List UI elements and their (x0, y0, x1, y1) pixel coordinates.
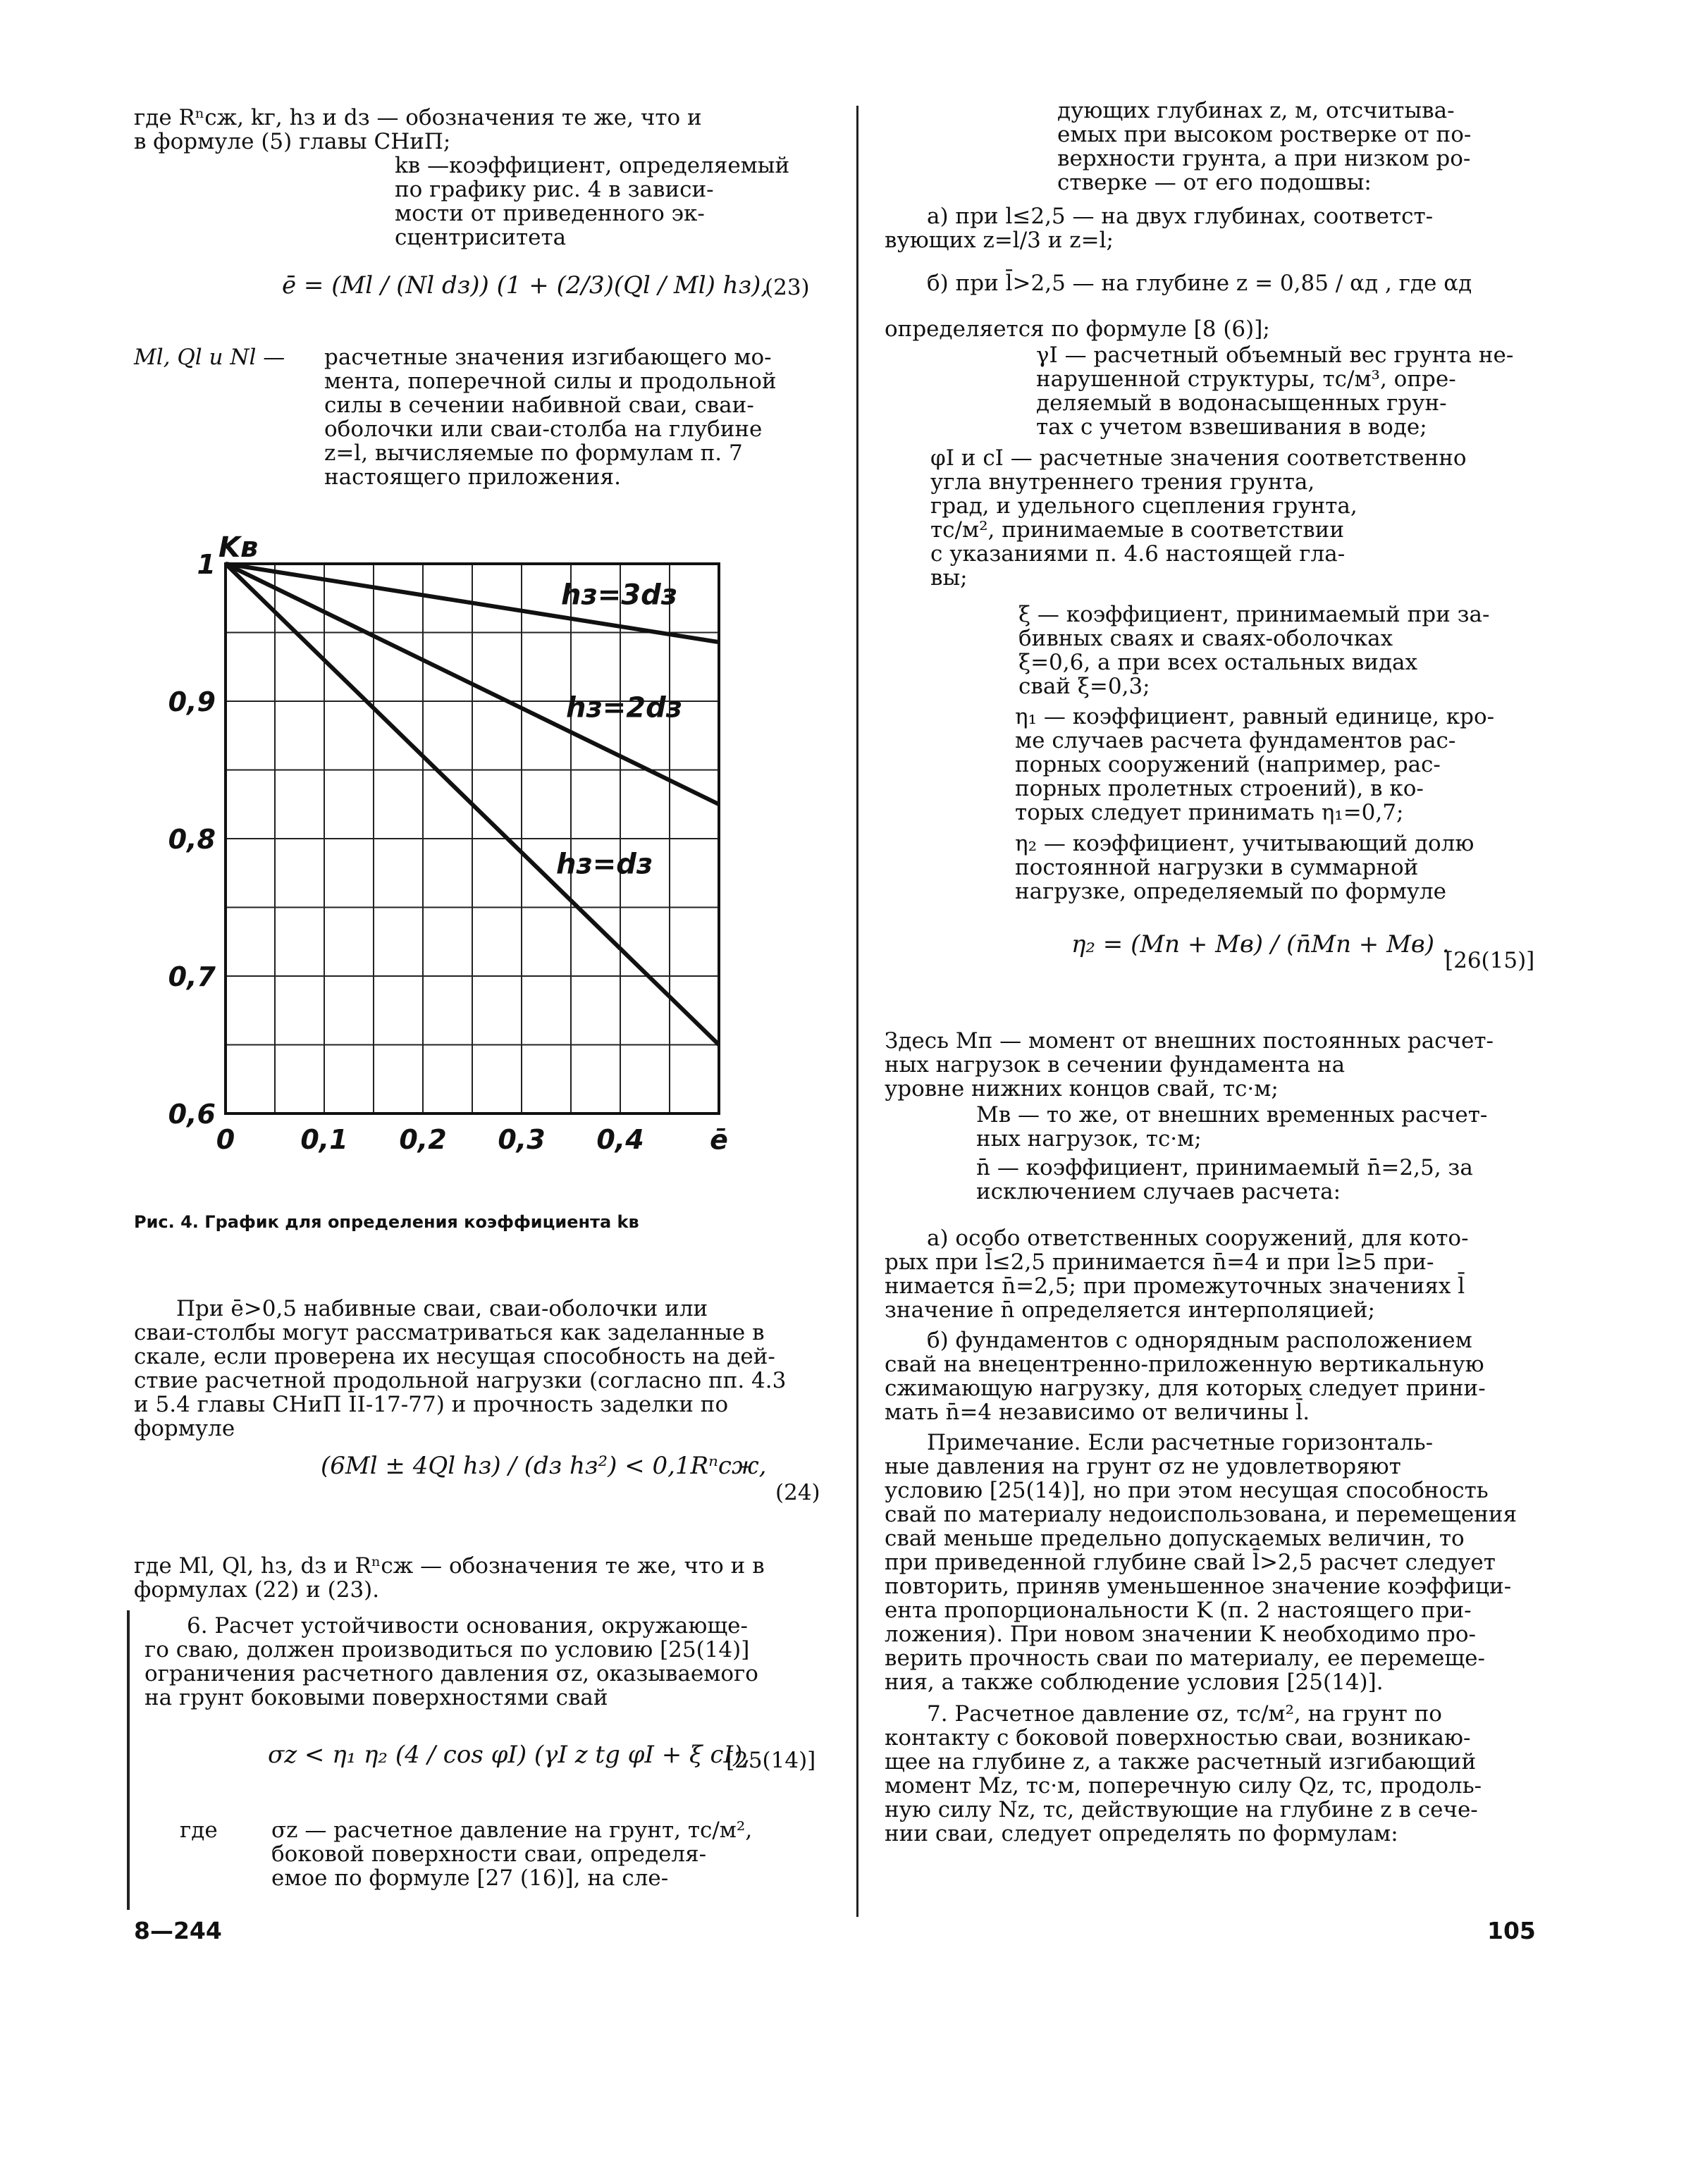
equation-number-25: [25(14)] (726, 1748, 816, 1773)
para-note: Примечание. Если расчетные горизонталь- ные давления на грунт σz не удовлетворяют условию [25(14)], но при этом несущая способность свай по материалу недоиспользована, и перемещения свай меньше предельно допускаемых величин, то при приведенной глубине свай l̄>2,5 расчет следует повторить, приняв уменьшенное значение коэффици- ента пропорциональности K (п. 2 настоящего при- ложения). При новом значении K необходимо про- верить прочность сваи по материалу, ее перемеще- ния, а также соблюдение условия [25(14)]. (885, 1430, 1517, 1695)
para-case-b: б) при l̄>2,5 — на глубине z = 0,85 / αд , где αд (927, 271, 1472, 296)
para-mp-def: Здесь Mп — момент от внешних постоянных расчет- ных нагрузок в сечении фундамента на уровне нижних концов свай, тс·м; (885, 1028, 1494, 1102)
para-mv-def: Mв — то же, от внешних временных расчет- ных нагрузок, тс·м; (976, 1102, 1488, 1152)
para-eta2-def: η₂ — коэффициент, учитывающий долю постоянной нагрузки в суммарной нагрузке, определяемый по формуле (1015, 831, 1475, 904)
equation-number-23: (23) (765, 275, 810, 300)
equation-number-26: [26(15)] (1445, 948, 1535, 973)
x-tick-label: 0,4 (596, 1124, 644, 1155)
y-axis-label: Kв (218, 531, 259, 564)
term-ml-ql-nl: Ml, Ql и Nl — (134, 345, 285, 370)
x-tick-label: ē (710, 1124, 728, 1155)
para-phi-c-def: φI и cI — расчетные значения соответственно угла внутреннего трения грунта, град, и удельного сцепления грунта, тс/м², принимаемые в соответствии с указаниями п. 4.6 настоящей гла- вы; (930, 445, 1467, 591)
term-gde: где (180, 1818, 218, 1843)
y-tick-label: 0,6 (168, 1099, 216, 1130)
para-stability-section-6: 6. Расчет устойчивости основания, окружающе- го сваю, должен производиться по условию [25(14)] ограничения расчетного давления σz, оказываемого на грунт боковыми поверхностями свай (144, 1613, 758, 1710)
para-alpha-def: определяется по формуле [8 (6)]; (885, 316, 1270, 342)
x-tick-label: 0,1 (300, 1124, 348, 1155)
para-gamma-def: γI — расчетный объемный вес грунта не- нарушенной структуры, тс/м³, опре- деляемый в водонасыщенных грун- тах с учетом взвешивания в воде; (1036, 343, 1514, 440)
para-section-7: 7. Расчетное давление σz, тс/м², на грунт по контакту с боковой поверхностью сваи, возникаю- щее на глубине z, а также расчетный изгибающий момент Mz, тс·м, поперечную силу Qz, тс, продоль- ную силу Nz, тс, действующие на глубине z в сече- нии сваи, следует определять по формулам: (885, 1701, 1482, 1846)
x-tick-label: 0 (216, 1124, 235, 1155)
x-tick-label: 0,2 (399, 1124, 447, 1155)
series-label: hз=dз (556, 848, 653, 881)
para-definitions-intro: где Rⁿсж, kг, hз и dз — обозначения те же, что и в формуле (5) главы СНиП; (134, 105, 702, 154)
para-rock-embedding: При ē>0,5 набивные сваи, сваи-оболочки или сваи-столбы могут рассматриваться как заделанные в скале, если проверена их несущая способность на дей- ствие расчетной продольной нагрузки (согласно пп. 4.3 и 5.4 главы СНиП II-17-77) и прочность заделки по формуле (134, 1296, 787, 1441)
para-ml-ql-nl-definition: расчетные значения изгибающего мо- мента, поперечной силы и продольной силы в сечении набивной сваи, сваи- оболочки или сваи-столба на глубине z=l, вычисляемые по формулам п. 7 настоящего приложения. (324, 345, 777, 490)
y-tick-label: 0,9 (168, 686, 216, 717)
para-case-b-foundations: б) фундаментов с однорядным расположением свай на внецентренно-приложенную вертикальную сжимающую нагрузку, для которых следует прини- мать n̄=4 независимо от величины l̄. (885, 1328, 1486, 1425)
para-case-a: а) при l≤2,5 — на двух глубинах, соответст- вующих z=l/3 и z=l; (885, 204, 1434, 253)
para-formula24-notation: где Ml, Ql, hз, dз и Rⁿсж — обозначения те же, что и в формулах (22) и (23). (134, 1553, 765, 1603)
formula-25: σz < η₁ η₂ (4 / cos φI) (γI z tg φI + ξ cI), (268, 1741, 751, 1769)
column-divider (856, 106, 858, 1917)
change-bar (127, 1610, 130, 1910)
chart-labels (218, 531, 682, 880)
para-eta1-def: η₁ — коэффициент, равный единице, кро- ме случаев расчета фундаментов рас- порных сооружений (например, рас- порных пролетных строений), в ко- торых следует принимать η₁=0,7; (1015, 704, 1495, 825)
series-label: hз=2dз (566, 691, 682, 724)
y-tick-label: 0,8 (168, 824, 216, 855)
para-depths: дующих глубинах z, м, отсчитыва- емых при высоком ростверке от по- верхности грунта, а при низком ро- стверке — от его подошвы: (1057, 98, 1472, 195)
para-kv-definition: kв —коэффициент, определяемый по графику рис. 4 в зависи- мости от приведенного эк- сцентриситета (395, 153, 790, 250)
series-label: hз=3dз (561, 579, 677, 612)
equation-number-24: (24) (775, 1480, 820, 1505)
formula-23: ē = (Ml / (Nl dз)) (1 + (2/3)(Ql / Ml) hз), (282, 271, 769, 300)
chart-grid (226, 564, 719, 1113)
para-xi-def: ξ — коэффициент, принимаемый при за- бивных сваях и сваях-оболочках ξ=0,6, а при всех остальных видах свай ξ=0,3; (1018, 602, 1490, 699)
y-tick-label: 1 (197, 549, 216, 580)
para-sigma-z-definition: σz — расчетное давление на грунт, тс/м², боковой поверхности сваи, определя- емое по формуле [27 (16)], на сле- (271, 1818, 753, 1891)
y-tick-label: 0,7 (168, 961, 216, 992)
para-n-def: n̄ — коэффициент, принимаемый n̄=2,5, за исключением случаев расчета: (976, 1155, 1473, 1204)
x-tick-label: 0,3 (498, 1124, 546, 1155)
formula-26: η₂ = (Mп + Mв) / (n̄Mп + Mв) . (1071, 930, 1450, 958)
footer-page-number: 105 (1487, 1917, 1536, 1944)
figure-caption: Рис. 4. График для определения коэффициента kв (134, 1212, 639, 1232)
formula-24: (6Ml ± 4Ql hз) / (dз hз²) < 0,1Rⁿсж, (321, 1452, 767, 1480)
para-case-a-structures: а) особо ответственных сооружений, для кото- рых при l̄≤2,5 принимается n̄=4 и при l̄≥5 при- нимается n̄=2,5; при промежуточных значениях l̄ значение n̄ определяется интерполяцией; (885, 1226, 1469, 1323)
footer-sheet-number: 8—244 (134, 1917, 222, 1944)
kv-chart (134, 522, 768, 1198)
